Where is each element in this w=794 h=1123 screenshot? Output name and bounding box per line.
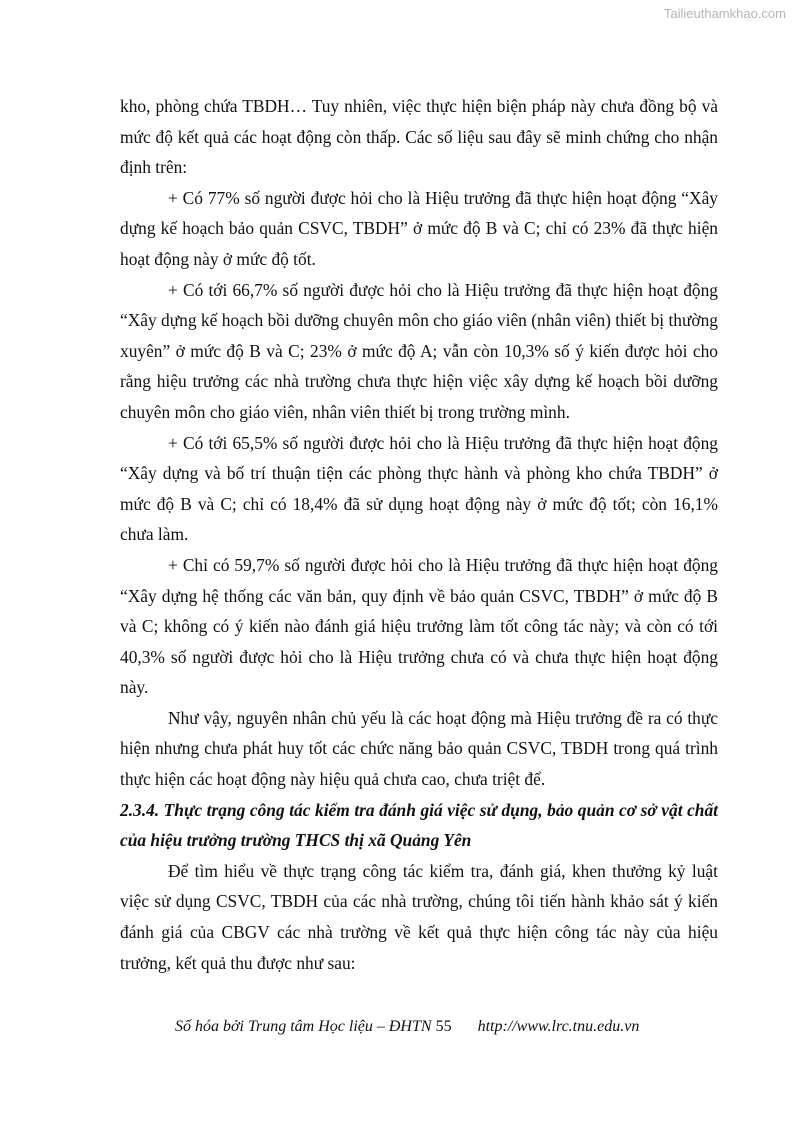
paragraph-intro: Để tìm hiểu về thực trạng công tác kiểm tra, đánh giá, khen thưởng kỷ luật việc sử dụng CSVC, TBDH của các nhà trường, chúng tôi tiến hành khảo sát ý kiến đánh giá của CBGV các nhà trường về kết quả thực hiện công tác này của hiệu trưởng, kết quả thu được như sau: [120,860,718,973]
section-heading: 2.3.4. Thực trạng công tác kiểm tra đánh giá việc sử dụng, bảo quản cơ sở vật chất của hiệu trưởng trường THCS thị xã Quảng Yên [120,799,718,851]
footer-url: http://www.lrc.tnu.edu.vn [477,1018,640,1035]
paragraph-point-3: + Có tới 65,5% số người được hỏi cho là Hiệu trưởng đã thực hiện hoạt động “Xây dựng và bố trí thuận tiện các phòng thực hành và phòng kho chứa TBDH” ở mức độ B và C; chỉ có 18,4% đã sử dụng hoạt động này ở mức độ tốt; còn 16,1% chưa làm. [120,432,718,545]
page-number: 55 [435,1018,452,1035]
paragraph-conclusion: Như vậy, nguyên nhân chủ yếu là các hoạt động mà Hiệu trưởng đề ra có thực hiện nhưng chưa phát huy tốt các chức năng bảo quản CSVC, TBDH trong quá trình thực hiện các hoạt động này hiệu quả chưa cao, chưa triệt để. [120,707,718,790]
footer-source: Số hóa bởi Trung tâm Học liệu – ĐHTN [175,1018,432,1035]
paragraph-continuation: kho, phòng chứa TBDH… Tuy nhiên, việc thực hiện biện pháp này chưa đồng bộ và mức độ kết quả các hoạt động còn thấp. Các số liệu sau đây sẽ minh chứng cho nhận định trên: [120,96,718,178]
watermark: Tailieuthamkhao.com [663,6,786,21]
document-body [120,91,718,978]
paragraph-point-1: + Có 77% số người được hỏi cho là Hiệu trưởng đã thực hiện hoạt động “Xây dựng kế hoạch bảo quản CSVC, TBDH” ở mức độ B và C; chỉ có 23% đã thực hiện hoạt động này ở mức độ tốt. [120,187,718,269]
paragraph-point-2: + Có tới 66,7% số người được hỏi cho là Hiệu trưởng đã thực hiện hoạt động “Xây dựng kế hoạch bồi dưỡng chuyên môn cho giáo viên (nhân viên) thiết bị thường xuyên” ở mức độ B và C; 23% ở mức độ A; vẫn còn 10,3% số ý kiến được hỏi cho rằng hiệu trưởng các nhà trường chưa thực hiện việc xây dựng kế hoạch bồi dưỡng chuyên môn cho giáo viên, nhân viên thiết bị trong trường mình. [120,279,718,422]
paragraph-point-4: + Chỉ có 59,7% số người được hỏi cho là Hiệu trưởng đã thực hiện hoạt động “Xây dựng hệ thống các văn bản, quy định về bảo quản CSVC, TBDH” ở mức độ B và C; không có ý kiến nào đánh giá hiệu trưởng làm tốt công tác này; và còn có tới 40,3% số người được hỏi cho là Hiệu trưởng chưa có và chưa thực hiện hoạt động này. [120,554,718,698]
page-footer [175,1018,639,1036]
